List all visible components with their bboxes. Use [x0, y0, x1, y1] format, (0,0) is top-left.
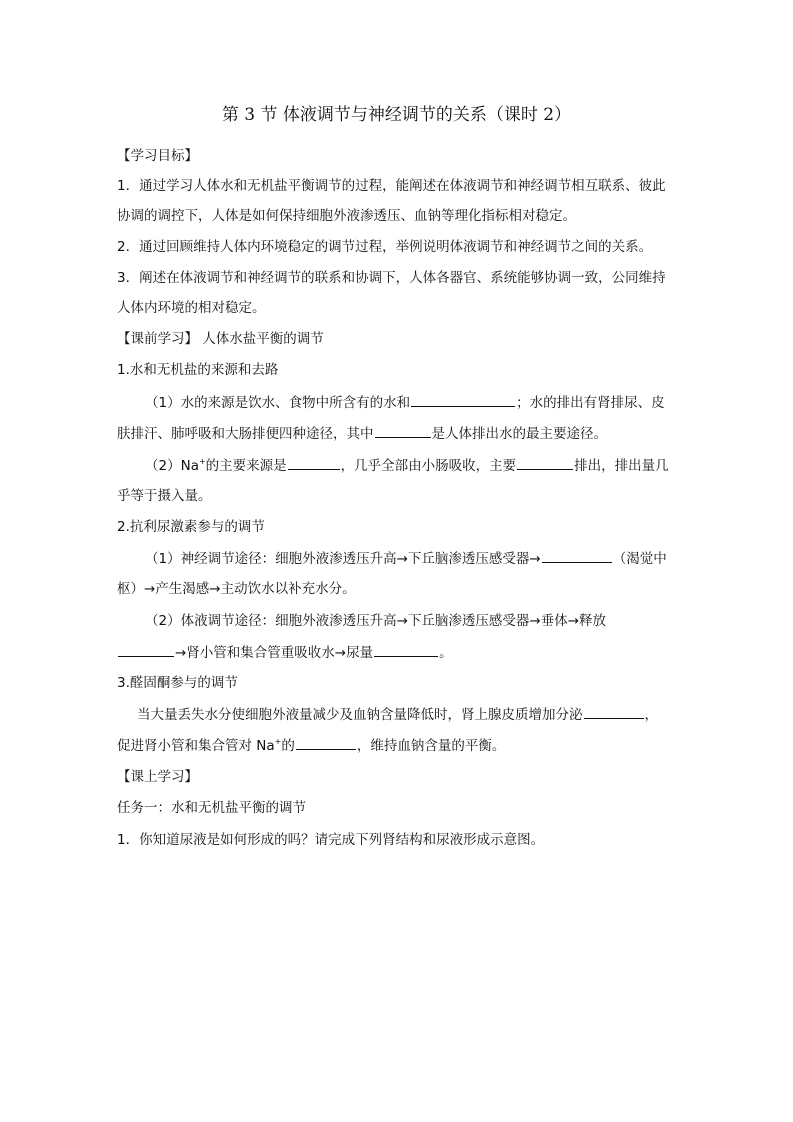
text: ，	[644, 707, 658, 723]
sodium-source-line-2: 乎等于摄入量。	[117, 488, 212, 504]
text: →肾小管和集合管重吸收水→尿量	[175, 645, 374, 661]
superscript: +	[198, 457, 206, 466]
text: 的	[281, 738, 295, 754]
sodium-source-line-1	[145, 455, 669, 477]
objectives-heading: 【学习目标】	[117, 148, 198, 164]
text: 是人体排出水的最主要途径。	[431, 426, 607, 442]
objective-3-line-2: 人体内环境的相对稳定。	[117, 300, 266, 316]
fill-blank[interactable]	[542, 548, 612, 563]
fill-blank[interactable]	[374, 642, 438, 657]
fill-blank[interactable]	[411, 392, 515, 407]
superscript: +	[274, 737, 282, 746]
text: ，几乎全部由小肠吸收，主要	[340, 458, 517, 474]
text: 的主要来源是	[205, 458, 287, 474]
objective-3-line-1: 3．阐述在体液调节和神经调节的联系和协调下，人体各器官、系统能够协调一致，公同维持	[117, 270, 666, 286]
water-source-line-1	[145, 392, 665, 414]
text: 。	[439, 645, 453, 661]
section-3-heading: 3.醛固酮参与的调节	[117, 675, 238, 691]
text: ；水的排出有肾排尿、皮	[516, 395, 665, 411]
text: ，维持血钠含量的平衡。	[356, 738, 506, 754]
task-1-heading: 任务一：水和无机盐平衡的调节	[117, 800, 306, 816]
humoral-pathway-line-1: （2）体液调节途径：细胞外液渗透压升高→下丘脑渗透压感受器→垂体→释放	[145, 613, 607, 629]
fill-blank[interactable]	[584, 704, 644, 719]
page-title: 第 3 节 体液调节与神经调节的关系（课时 2）	[221, 105, 572, 125]
text: 排出，排出量几	[574, 458, 669, 474]
aldosterone-line-1	[137, 704, 658, 726]
objective-1-line-1: 1．通过学习人体水和无机盐平衡调节的过程，能阐述在体液调节和神经调节相互联系、彼此	[117, 178, 666, 194]
fill-blank[interactable]	[375, 423, 431, 438]
text: （渴觉中	[612, 551, 667, 567]
objective-2: 2．通过回顾维持人体内环境稳定的调节过程，举例说明体液调节和神经调节之间的关系。	[117, 239, 653, 255]
text: 肤排汗、肺呼吸和大肠排便四种途径，其中	[117, 426, 374, 442]
question-1: 1．你知道尿液是如何形成的吗？请完成下列肾结构和尿液形成示意图。	[117, 832, 545, 848]
fill-blank[interactable]	[296, 735, 356, 750]
objective-1-line-2: 协调的调控下，人体是如何保持细胞外液渗透压、血钠等理化指标相对稳定。	[117, 208, 576, 224]
text: （2）Na	[145, 458, 199, 474]
text: 促进肾小管和集合管对 Na	[117, 738, 275, 754]
text: （1）神经调节途径：细胞外液渗透压升高→下丘脑渗透压感受器→	[145, 551, 541, 567]
inclass-heading: 【课上学习】	[117, 769, 198, 785]
text: 当大量丢失水分使细胞外液量减少及血钠含量降低时，肾上腺皮质增加分泌	[137, 707, 583, 723]
fill-blank[interactable]	[288, 455, 340, 470]
fill-blank[interactable]	[118, 642, 174, 657]
humoral-pathway-line-2	[117, 642, 453, 664]
text: （1）水的来源是饮水、食物中所含有的水和	[145, 395, 411, 411]
aldosterone-line-2	[117, 735, 505, 757]
neural-pathway-line-1	[145, 548, 667, 570]
section-1-heading: 1.水和无机盐的来源和去路	[117, 362, 279, 378]
water-source-line-2	[117, 423, 607, 445]
section-2-heading: 2.抗利尿激素参与的调节	[117, 519, 265, 535]
neural-pathway-line-2: 枢）→产生渴感→主动饮水以补充水分。	[117, 581, 356, 597]
fill-blank[interactable]	[517, 455, 573, 470]
prestudy-heading: 【课前学习】 人体水盐平衡的调节	[117, 331, 324, 347]
